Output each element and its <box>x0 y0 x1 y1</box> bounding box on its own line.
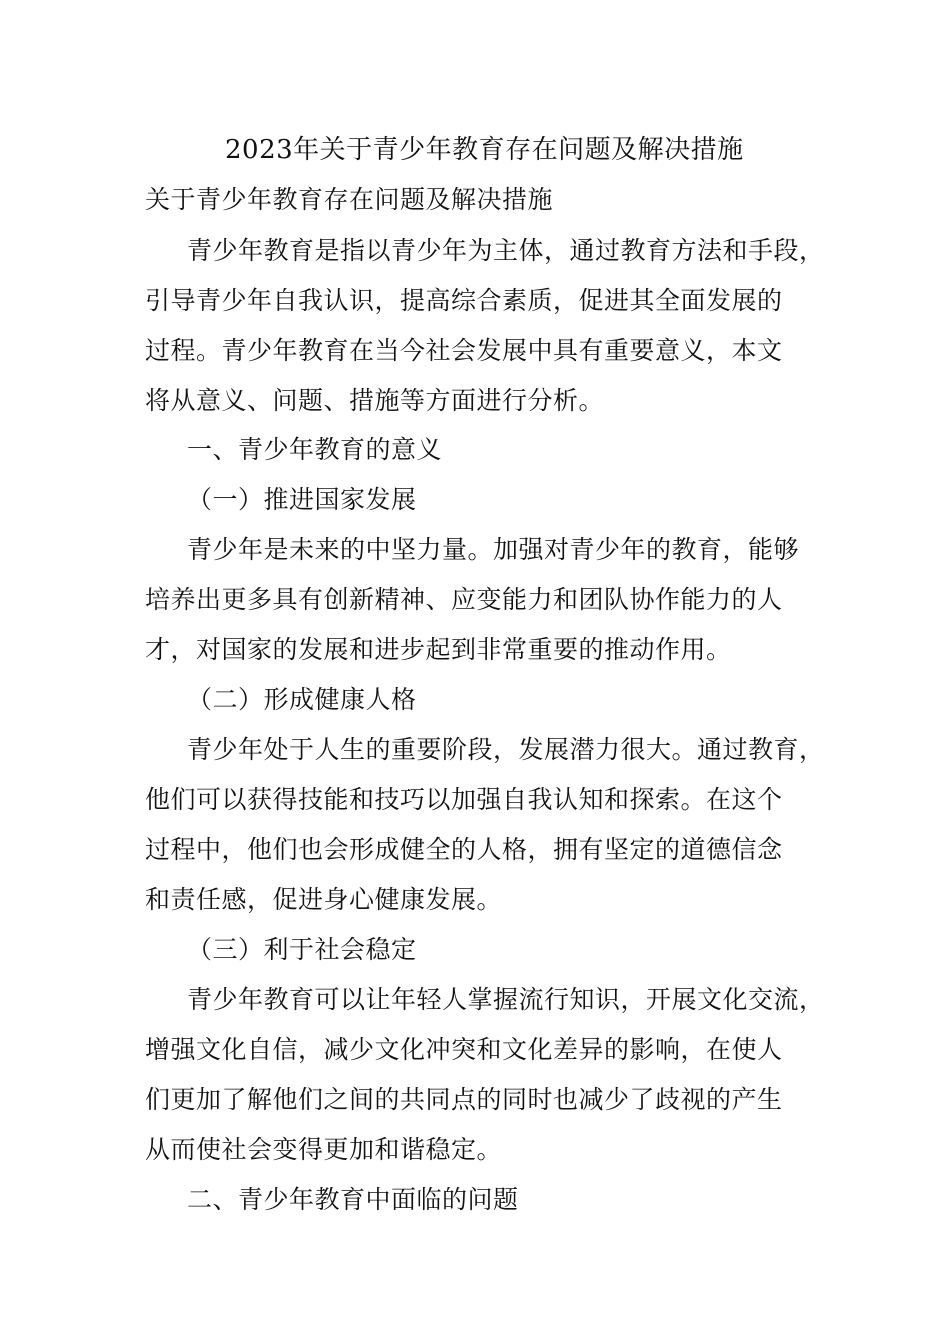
paragraph-line: 从而使社会变得更加和谐稳定。 <box>145 1135 503 1164</box>
subsection-heading: （三）利于社会稳定 <box>187 935 417 964</box>
subsection-heading: （一）推进国家发展 <box>187 485 417 514</box>
section-heading: 一、青少年教育的意义 <box>187 435 443 464</box>
document-subtitle: 关于青少年教育存在问题及解决措施 <box>145 185 554 214</box>
paragraph-line: 增强文化自信，减少文化冲突和文化差异的影响，在使人 <box>145 1035 783 1064</box>
paragraph-line: 过程。青少年教育在当今社会发展中具有重要意义，本文 <box>145 336 783 365</box>
paragraph-line: 青少年教育是指以青少年为主体，通过教育方法和手段， <box>187 236 825 265</box>
paragraph-line: 才，对国家的发展和进步起到非常重要的推动作用。 <box>145 635 732 664</box>
paragraph-line: 将从意义、问题、措施等方面进行分析。 <box>145 386 605 415</box>
paragraph-line: 过程中，他们也会形成健全的人格，拥有坚定的道德信念 <box>145 835 783 864</box>
paragraph-line: 们更加了解他们之间的共同点的同时也减少了歧视的产生 <box>145 1085 783 1114</box>
paragraph-line: 引导青少年自我认识，提高综合素质，促进其全面发展的 <box>145 286 783 315</box>
paragraph-line: 他们可以获得技能和技巧以加强自我认知和探索。在这个 <box>145 785 783 814</box>
subsection-heading: （二）形成健康人格 <box>187 685 417 714</box>
document-title: 2023年关于青少年教育存在问题及解决措施 <box>225 135 744 165</box>
paragraph-line: 青少年处于人生的重要阶段，发展潜力很大。通过教育， <box>187 735 825 764</box>
section-heading: 二、青少年教育中面临的问题 <box>187 1185 519 1214</box>
paragraph-line: 和责任感，促进身心健康发展。 <box>145 885 503 914</box>
paragraph-line: 青少年教育可以让年轻人掌握流行知识，开展文化交流， <box>187 985 825 1014</box>
paragraph-line: 青少年是未来的中坚力量。加强对青少年的教育，能够 <box>187 535 800 564</box>
paragraph-line: 培养出更多具有创新精神、应变能力和团队协作能力的人 <box>145 585 783 614</box>
